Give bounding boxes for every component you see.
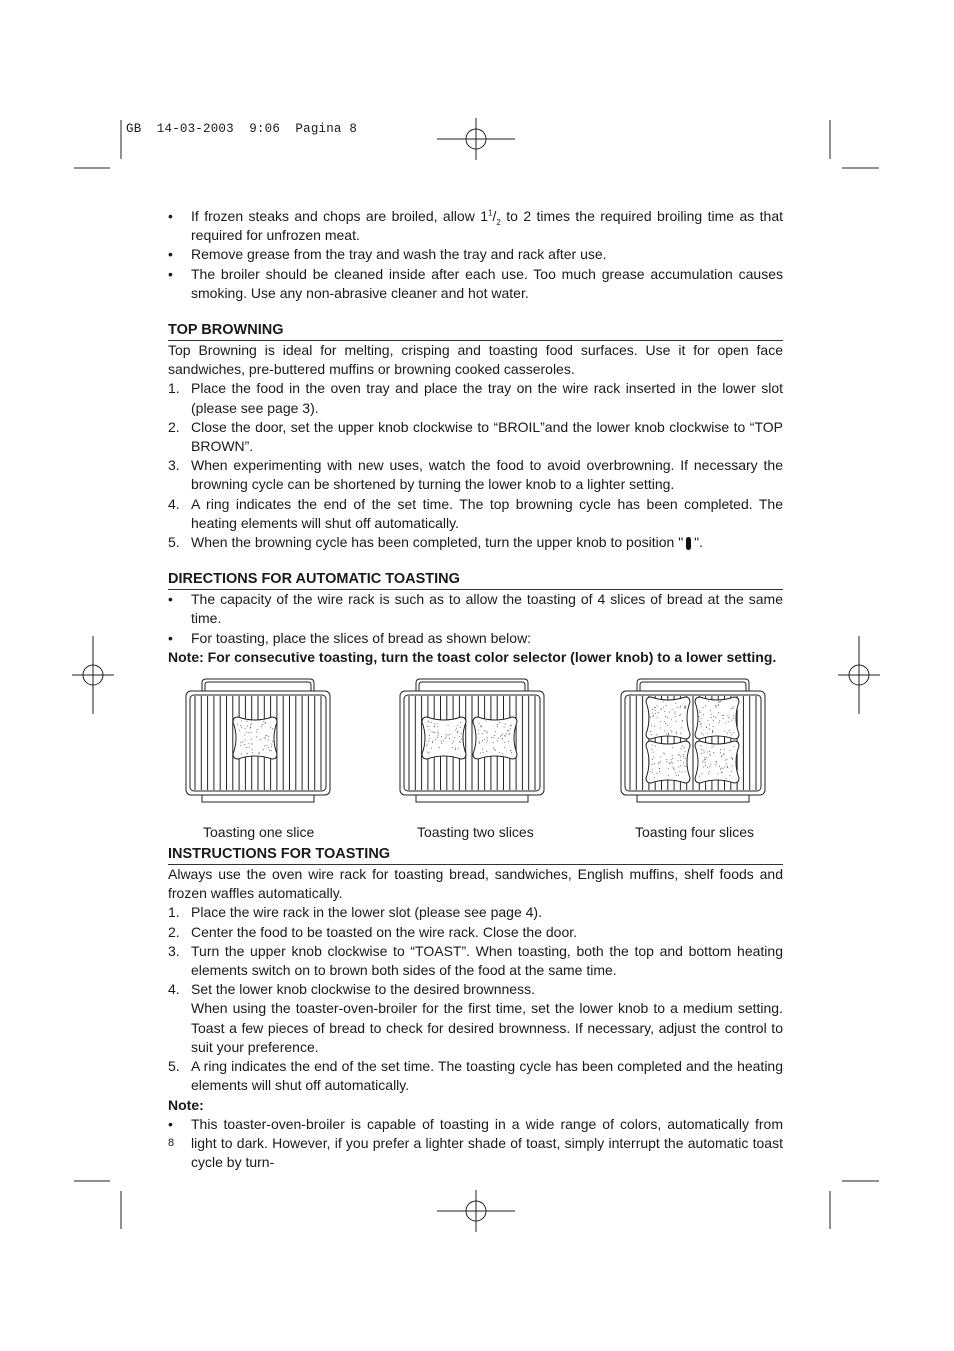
list-item: • This toaster-oven-broiler is capable of toasting in a wide range of colors, automatically from light to dark. However, if you prefer a lighter shade of toast, simply interrupt the automatic toast cycle by turn- bbox=[168, 1115, 783, 1171]
list-item: 4. Set the lower knob clockwise to the desired brownness. When using the toaster-oven-broiler for the first time, set the lower knob to a medium setting. Toast a few pieces of bread to check for desired brownness. If necessary, adjust the control to suit your preference. bbox=[168, 981, 783, 1055]
wire-rack-one-slice-illustration bbox=[184, 677, 332, 805]
list-item: 5. When the browning cycle has been completed, turn the upper knob to position " ". bbox=[168, 534, 704, 551]
list-item: • For toasting, place the slices of bread as shown below: bbox=[168, 629, 532, 646]
section-intro: Top Browning is ideal for melting, crisping and toasting food surfaces. Use it for open face sandwiches, pre-buttered muffins or browning cooked casseroles. bbox=[168, 342, 783, 378]
figure-four-slices bbox=[619, 677, 767, 805]
registration-mark-top bbox=[437, 118, 515, 160]
section-heading-automatic-toasting: DIRECTIONS FOR AUTOMATIC TOASTING bbox=[168, 570, 783, 590]
wire-rack-two-slices-illustration bbox=[398, 677, 546, 805]
list-item: 2. Close the door, set the upper knob clockwise to “BROIL”and the lower knob clockwise to “TOP BROWN”. bbox=[168, 418, 783, 455]
figure-two-slices bbox=[398, 677, 546, 805]
figure-caption: Toasting four slices bbox=[635, 824, 755, 841]
page-content bbox=[168, 207, 783, 1172]
top-browning-steps bbox=[168, 379, 783, 552]
list-item: 2. Center the food to be toasted on the wire rack. Close the door. bbox=[168, 923, 578, 940]
registration-mark-left bbox=[72, 636, 114, 714]
list-item: 1. Place the food in the oven tray and place the tray on the wire rack inserted in the lower slot (please see page 3). bbox=[168, 380, 783, 416]
list-item: 1. Place the wire rack in the lower slot (please see page 4). bbox=[168, 904, 542, 921]
figure-one-slice bbox=[184, 677, 332, 805]
list-item: • The broiler should be cleaned inside after each use. Too much grease accumulation causes smoking. Use any non-abrasive cleaner and hot water. bbox=[168, 265, 783, 301]
section-heading-instructions-for-toasting: INSTRUCTIONS FOR TOASTING bbox=[168, 845, 783, 865]
list-item: • Remove grease from the tray and wash the tray and rack after use. bbox=[168, 245, 783, 264]
toasting-steps bbox=[168, 903, 783, 1095]
consecutive-toasting-note: Note: For consecutive toasting, turn the toast color selector (lower knob) to a lower setting. bbox=[168, 648, 777, 665]
toasting-figures bbox=[168, 677, 783, 845]
note-bullets bbox=[168, 1115, 783, 1173]
wire-rack-four-slices-illustration bbox=[619, 677, 767, 805]
list-item: 3. When experimenting with new uses, watch the food to avoid overbrowning. If necessary the browning cycle can be shortened by turning the lower knob to a lighter setting. bbox=[168, 457, 783, 493]
list-item: • If frozen steaks and chops are broiled, allow $1^1/_2$ to 2 times the required broiling time as that required for unfrozen meat. bbox=[168, 208, 784, 244]
page-number: 8 bbox=[168, 1137, 175, 1149]
print-slug: GB 14-03-2003 9:06 Pagina 8 bbox=[126, 122, 358, 136]
section-intro: Always use the oven wire rack for toasting bread, sandwiches, English muffins, shelf foods and frozen waffles automatically. bbox=[168, 866, 783, 902]
registration-mark-right bbox=[838, 636, 880, 714]
knob-off-position-icon bbox=[686, 537, 691, 550]
registration-mark-bottom bbox=[437, 1190, 515, 1232]
bullet-marker: • bbox=[168, 208, 173, 224]
bullet-marker: • bbox=[168, 246, 173, 263]
section-heading-top-browning: TOP BROWNING bbox=[168, 321, 783, 341]
list-item: 5. A ring indicates the end of the set time. The toasting cycle has been completed and the heating elements will shut off automatically. bbox=[168, 1058, 783, 1094]
figure-caption: Toasting one slice bbox=[203, 824, 315, 841]
list-item: 3. Turn the upper knob clockwise to “TOAST”. When toasting, both the top and bottom heating elements switch on to brown both sides of the food at the same time. bbox=[168, 942, 783, 979]
list-item: • The capacity of the wire rack is such as to allow the toasting of 4 slices of bread at the same time. bbox=[168, 591, 783, 627]
figure-caption: Toasting two slices bbox=[417, 824, 534, 841]
automatic-toasting-bullets bbox=[168, 590, 783, 648]
bullet-marker: • bbox=[168, 265, 173, 282]
list-item: 4. A ring indicates the end of the set time. The top browning cycle has been completed. The heating elements will shut off automatically. bbox=[168, 495, 783, 531]
intro-bullet-list bbox=[168, 207, 783, 303]
note-label: Note: bbox=[168, 1096, 204, 1113]
